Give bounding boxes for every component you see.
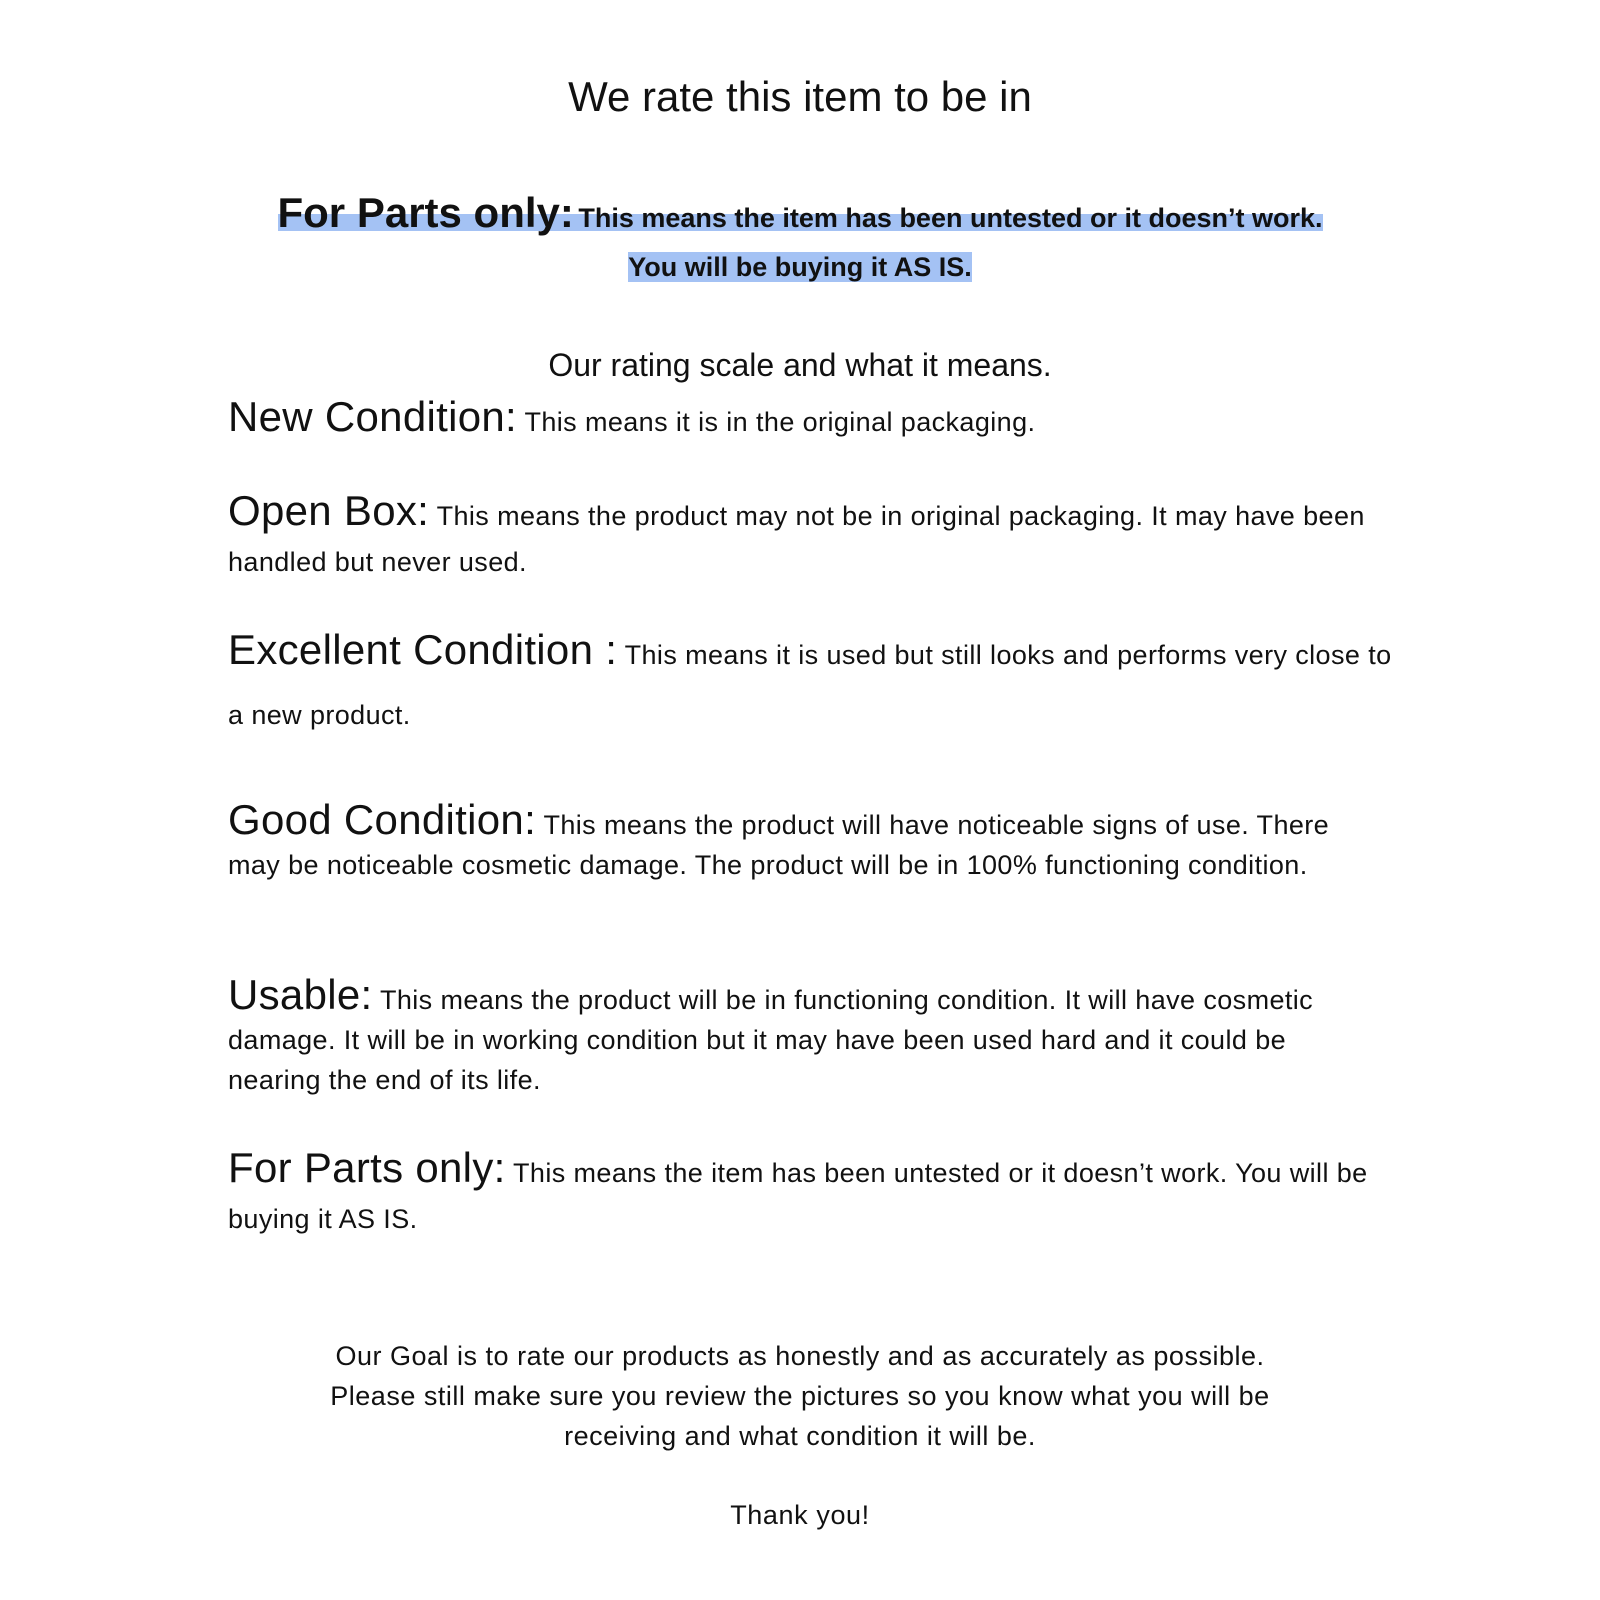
- scale-term-excellent: Excellent Condition :: [228, 626, 618, 673]
- current-rating-description-line2: You will be buying it AS IS.: [628, 252, 972, 282]
- closing-line-1: Our Goal is to rate our products as honestly and as accurately as possible.: [335, 1341, 1265, 1371]
- scale-description-open-box: This means the product may not be in original packaging. It may have been handled but never used.: [228, 501, 1365, 577]
- scale-description-excellent: This means it is used but still looks and performs very close to a new product.: [228, 640, 1392, 730]
- scale-description-for-parts: This means the item has been untested or it doesn’t work. You will be buying it AS IS.: [228, 1158, 1368, 1234]
- scale-description-usable: This means the product will be in functioning condition. It will have cosmetic damage. It will be in working condition but it may have been used hard and it could be nearing the end of its life.: [228, 985, 1314, 1095]
- current-rating-term: For Parts only:: [277, 189, 574, 236]
- rating-highlight: [277, 189, 1323, 236]
- scale-term-open-box: Open Box:: [228, 487, 430, 534]
- current-rating-description-line1: This means the item has been untested or it doesn’t work.: [578, 203, 1323, 233]
- scale-entry-good: [228, 796, 1348, 885]
- scale-title: Our rating scale and what it means.: [548, 347, 1052, 383]
- scale-entry-excellent: [228, 620, 1398, 745]
- closing-line-3: receiving and what condition it will be.: [564, 1421, 1036, 1451]
- scale-term-good: Good Condition:: [228, 796, 537, 843]
- current-rating: [0, 188, 1600, 292]
- closing-note: [0, 1336, 1600, 1456]
- page-heading: We rate this item to be in: [568, 73, 1032, 120]
- scale-term-usable: Usable:: [228, 971, 373, 1018]
- scale-entry-usable: [228, 971, 1378, 1100]
- scale-description-new: This means it is in the original packaging.: [524, 407, 1036, 437]
- scale-term-for-parts: For Parts only:: [228, 1144, 506, 1191]
- closing-line-2: Please still make sure you review the pictures so you know what you will be: [330, 1381, 1270, 1411]
- scale-entry-open-box: [228, 488, 1378, 585]
- scale-entry-new: [228, 392, 1388, 447]
- scale-description-good: This means the product will have noticeable signs of use. There may be noticeable cosmetic damage. The product will be in 100% functioning condition.: [228, 810, 1330, 880]
- thank-you: Thank you!: [730, 1500, 870, 1530]
- scale-entry-for-parts: [228, 1145, 1378, 1242]
- scale-term-new: New Condition:: [228, 393, 518, 440]
